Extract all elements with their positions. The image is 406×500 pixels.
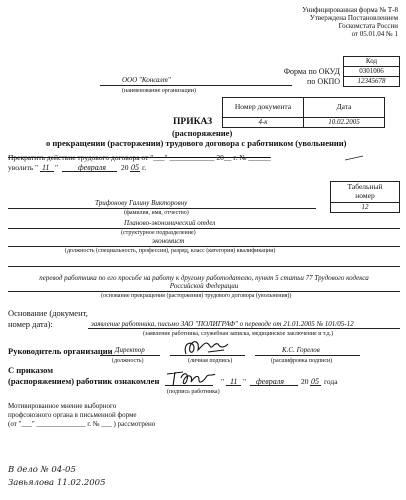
dismiss-year: 05 <box>131 163 139 172</box>
employee-signature <box>163 368 219 390</box>
dismiss-day-line <box>40 171 54 172</box>
position-underline <box>8 246 400 247</box>
organization-underline <box>100 85 292 86</box>
dismiss-day: 11 <box>42 163 50 172</box>
organization-name: ООО "Консалт" <box>122 76 171 84</box>
reason-underline <box>8 291 400 292</box>
doc-date-value: 10.02.2005 <box>303 117 385 128</box>
dismiss-year-prefix: 20 <box>121 163 129 172</box>
form-date: от 05.01.04 № 1 <box>351 30 398 38</box>
head-name-line <box>255 355 360 356</box>
acquaint-label-1: С приказом <box>8 365 54 375</box>
head-name-caption: (расшифровка подписи) <box>271 358 333 364</box>
form-approved: Утверждена Постановлением <box>309 14 398 22</box>
dismiss-quote-close: " <box>55 163 59 172</box>
head-name: К.С. Горелов <box>282 346 320 354</box>
okud-label: Форма по ОКУД <box>283 67 340 76</box>
okud-value: 0301006 <box>343 66 400 77</box>
department: Планово-экономический отдел <box>124 219 216 227</box>
dismiss-month: февраля <box>78 163 106 172</box>
head-signature <box>180 338 240 360</box>
form-number: Унифицированная форма № Т-8 <box>302 6 398 14</box>
tab-number-value: 12 <box>330 202 400 213</box>
fio-underline <box>8 208 316 209</box>
fio-caption: (фамилия, имя, отчество) <box>124 210 189 216</box>
acquaint-year-line <box>310 385 321 386</box>
okpo-label: по ОКПО <box>307 77 340 86</box>
basis-underline <box>88 328 400 329</box>
union-line3: (от "___" ______________ г. № ___ ) рассмотрено <box>8 420 156 428</box>
basis-value: заявление работника, письмо ЗАО "ПОЛИГРАФ" о переводе от 21.01.2005 № 101/05-12 <box>91 320 354 328</box>
basis-label-1: Основание (документ, <box>8 308 88 318</box>
dismiss-label: уволить <box>8 163 34 172</box>
doc-number-value: 4-к <box>222 117 304 128</box>
head-position-line <box>100 355 160 356</box>
head-position: Директор <box>115 346 145 354</box>
reason-caption: (основание прекращения (расторжения) трудового договора (увольнения)) <box>101 293 292 299</box>
okpo-value: 12345678 <box>343 76 400 87</box>
department-underline <box>8 228 400 229</box>
strike-tail <box>345 156 365 164</box>
employee-signature-caption: (подпись работника) <box>167 389 220 395</box>
order-subject: о прекращении (расторжении) трудового договора с работником (увольнении) <box>46 138 347 148</box>
dismiss-quote-open: " <box>35 163 39 172</box>
prikaz-title: ПРИКАЗ <box>173 117 213 127</box>
rasporyazhenie: (распоряжение) <box>172 128 233 138</box>
head-label: Руководитель организации <box>8 346 113 356</box>
union-line1: Мотивированное мнение выборного <box>8 402 117 410</box>
acq-quote-open: " <box>221 377 225 386</box>
tab-number-header: Табельный номер <box>330 181 400 203</box>
acquaint-year: 05 <box>311 377 319 386</box>
union-line2: профсоюзного органа в письменной форме <box>8 411 137 419</box>
head-position-caption: (должность) <box>112 358 144 364</box>
reason-line2: Российской Федерации <box>169 282 239 290</box>
doc-date-header: Дата <box>303 97 385 118</box>
dismiss-year-line <box>130 171 140 172</box>
acquaint-day: 11 <box>230 377 238 386</box>
acquaint-year-prefix: 20 <box>301 377 309 386</box>
basis-label-2: номер дата): <box>8 319 53 329</box>
doc-number-header: Номер документа <box>222 97 304 118</box>
basis-caption: (заявление работника, служебная записка, медицинское заключение и т.д.) <box>143 331 334 337</box>
acquaint-year-suffix: года <box>324 377 338 386</box>
dismiss-month-line <box>62 171 117 172</box>
reason-line1: перевод работника по его просьбе на работу к другому работодателю, пункт 5 статьи 77 Трудового кодекса <box>39 274 369 282</box>
department-caption: (структурное подразделение) <box>121 230 196 236</box>
acq-quote-close: " <box>243 377 247 386</box>
acquaint-label-2: (распоряжением) работник ознакомлен <box>8 376 160 386</box>
position-caption: (должность (специальность, профессия), разряд, класс (категория) квалификации) <box>65 248 276 254</box>
form-goskomstat: Госкомстата России <box>338 22 398 30</box>
dismiss-year-suffix: г. <box>142 163 147 172</box>
employee-fio: Трифонову Галину Викторовну <box>95 199 188 207</box>
position: экономист <box>152 237 185 245</box>
organization-caption: (наименование организации) <box>122 88 196 94</box>
acquaint-month: февраля <box>256 377 284 386</box>
kod-header: Код <box>343 56 400 67</box>
handwritten-signoff-note: Завьялова 11.02.2005 <box>8 478 106 488</box>
contract-line-struck: Прекратить действие трудового договора от "___" ____________ 20__ г. № ______ <box>8 153 271 162</box>
acquaint-day-line <box>226 385 241 386</box>
acquaint-month-line <box>250 385 298 386</box>
handwritten-file-note: В дело № 04-05 <box>8 465 76 475</box>
blank-line <box>8 266 400 267</box>
head-signature-caption: (личная подпись) <box>188 358 233 364</box>
